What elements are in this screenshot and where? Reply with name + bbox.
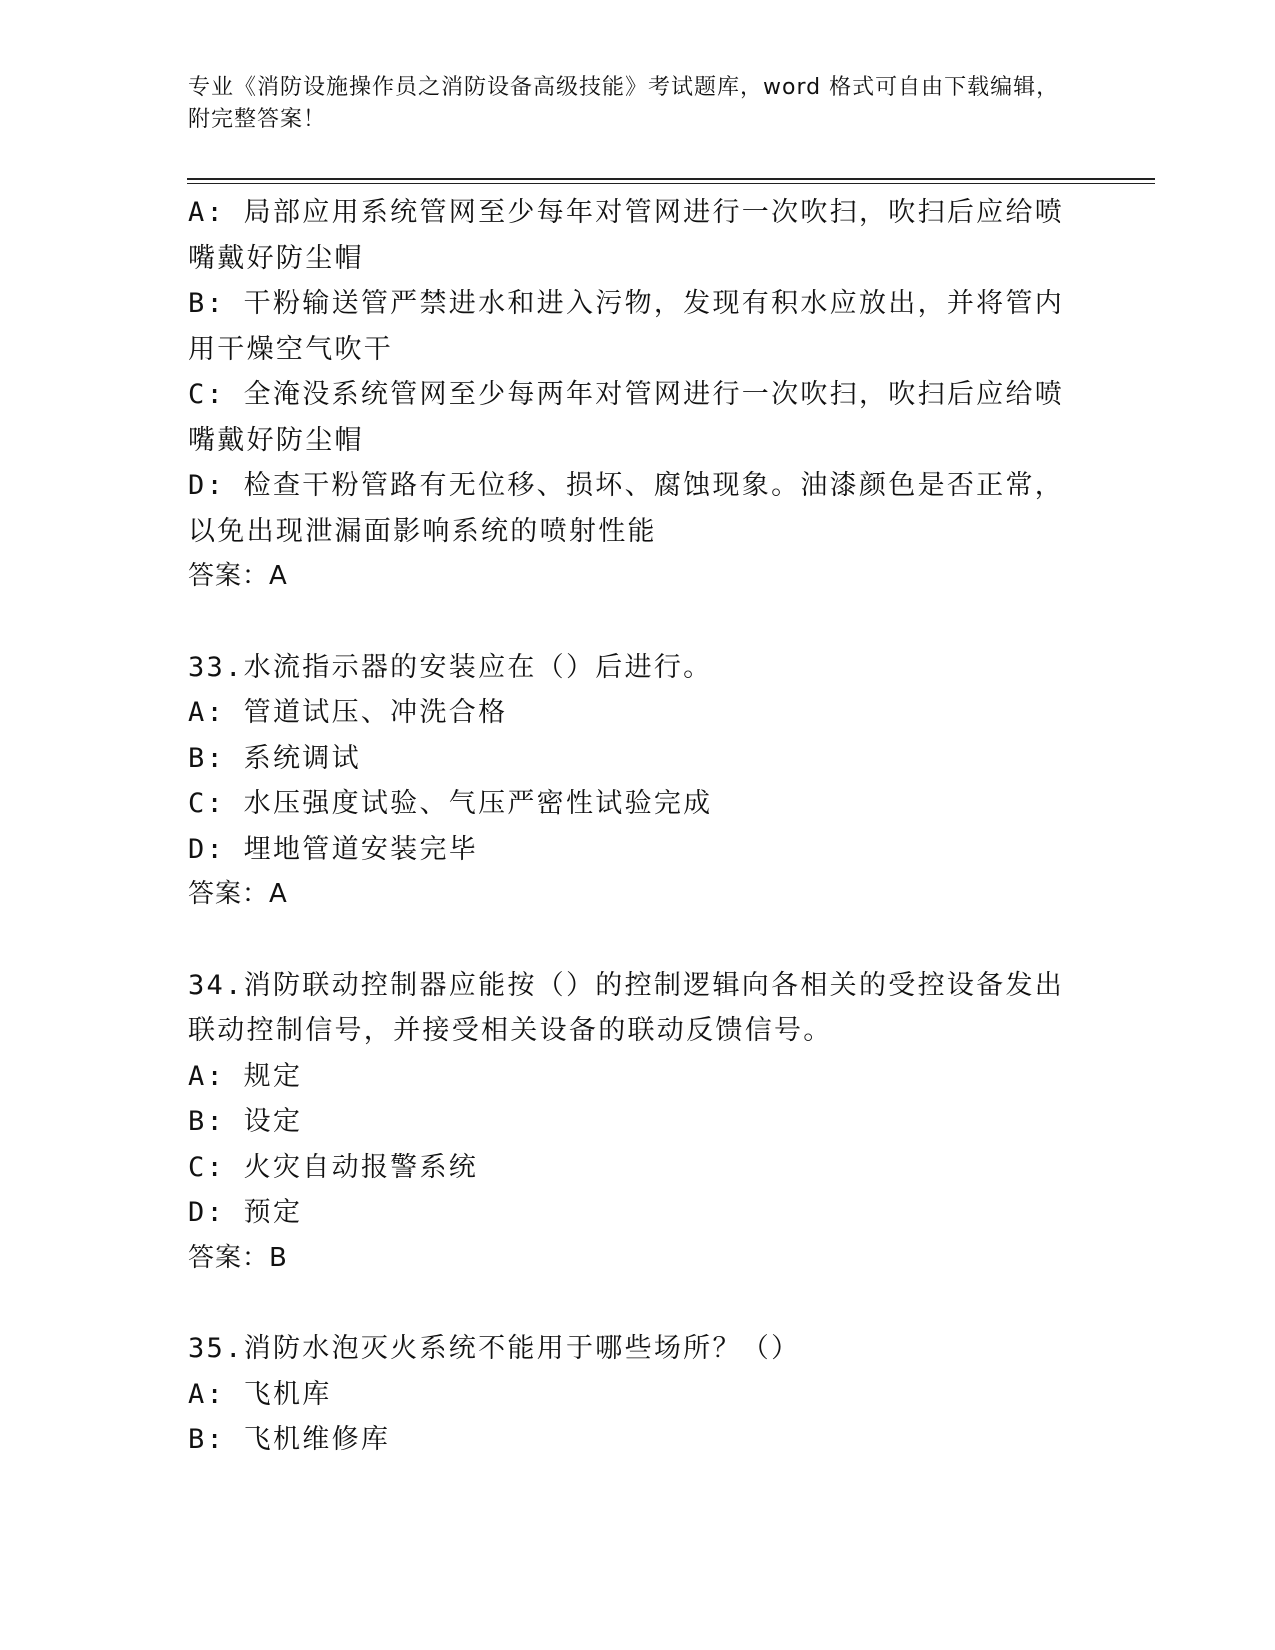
option-a: A: 飞机库: [188, 1378, 332, 1410]
option-c: C: 水压强度试验、气压严密性试验完成: [188, 788, 713, 819]
block-spacer: [188, 918, 1078, 963]
answer-line: 答案：A: [188, 561, 288, 591]
option-d: D: 检查干粉管路有无位移、损坏、腐蚀现象。油漆颜色是否正常，以免出现泄漏面影响系统的喷射性能: [188, 470, 1065, 547]
option-a: A: 局部应用系统管网至少每年对管网进行一次吹扫，吹扫后应给喷嘴戴好防尘帽: [188, 197, 1065, 274]
question-list: [188, 190, 1078, 1463]
header-rule-thin: [187, 183, 1155, 184]
option-c: C: 全淹没系统管网至少每两年对管网进行一次吹扫，吹扫后应给喷嘴戴好防尘帽: [188, 379, 1065, 456]
option-a: A: 管道试压、冲洗合格: [188, 697, 508, 728]
document-title: 专业《消防设施操作员之消防设备高级技能》考试题库，word 格式可自由下载编辑，附完整答案！: [188, 75, 1060, 132]
option-b: B: 飞机维修库: [188, 1424, 391, 1455]
question-block-34: [188, 963, 1078, 1282]
option-d: D: 预定: [188, 1197, 303, 1228]
option-b: B: 设定: [188, 1106, 303, 1137]
question-text: 34.消防联动控制器应能按（）的控制逻辑向各相关的受控设备发出联动控制信号，并接受相关设备的联动反馈信号。: [188, 969, 1065, 1046]
question-text: 33.水流指示器的安装应在（）后进行。: [188, 651, 713, 683]
answer-line: 答案：A: [188, 879, 288, 909]
option-a: A: 规定: [188, 1060, 303, 1092]
question-text: 35.消防水泡灭火系统不能用于哪些场所？（）: [188, 1333, 801, 1364]
question-block-33: [188, 645, 1078, 918]
document-header: [188, 72, 1073, 136]
header-rule-thick: [187, 178, 1155, 180]
option-c: C: 火灾自动报警系统: [188, 1151, 479, 1183]
question-block-32: [188, 190, 1078, 600]
question-block-35: [188, 1326, 1078, 1463]
answer-line: 答案：B: [188, 1242, 288, 1273]
option-b: B: 系统调试: [188, 742, 361, 774]
option-d: D: 埋地管道安装完毕: [188, 833, 479, 865]
block-spacer: [188, 600, 1078, 645]
option-b: B: 干粉输送管严禁进水和进入污物，发现有积水应放出，并将管内用干燥空气吹干: [188, 288, 1065, 365]
block-spacer: [188, 1281, 1078, 1326]
